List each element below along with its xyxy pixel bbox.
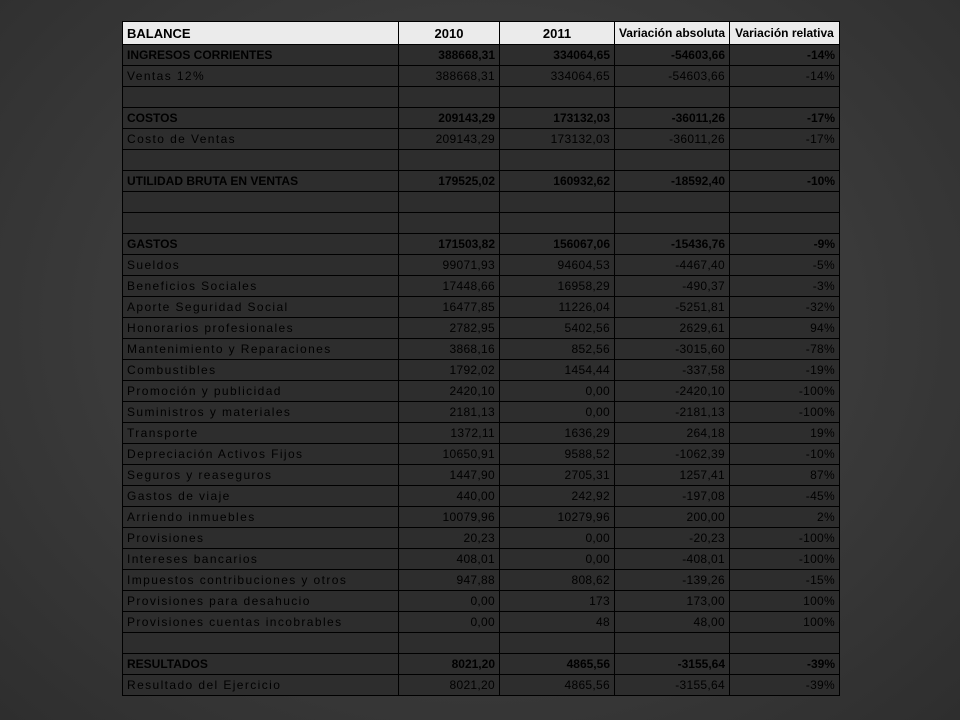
table-row <box>123 654 840 675</box>
variacion-absoluta: -36011,26 <box>615 129 730 150</box>
variacion-absoluta <box>615 213 730 234</box>
row-label: Depreciación Activos Fijos <box>123 444 399 465</box>
value-2011: 173132,03 <box>500 108 615 129</box>
variacion-relativa: -10% <box>730 171 840 192</box>
table-row <box>123 297 840 318</box>
value-2010: 1792,02 <box>399 360 500 381</box>
row-label: Provisiones cuentas incobrables <box>123 612 399 633</box>
value-2011: 0,00 <box>500 381 615 402</box>
row-label: Impuestos contribuciones y otros <box>123 570 399 591</box>
row-label: INGRESOS CORRIENTES <box>123 45 399 66</box>
value-2011 <box>500 213 615 234</box>
variacion-absoluta: -1062,39 <box>615 444 730 465</box>
variacion-absoluta <box>615 150 730 171</box>
value-2010: 209143,29 <box>399 129 500 150</box>
value-2011: 808,62 <box>500 570 615 591</box>
row-label <box>123 87 399 108</box>
value-2011: 173 <box>500 591 615 612</box>
value-2011: 334064,65 <box>500 66 615 87</box>
value-2010: 8021,20 <box>399 654 500 675</box>
value-2010 <box>399 150 500 171</box>
variacion-absoluta: 48,00 <box>615 612 730 633</box>
value-2010: 2420,10 <box>399 381 500 402</box>
table-row <box>123 591 840 612</box>
value-2010 <box>399 213 500 234</box>
row-label: Provisiones <box>123 528 399 549</box>
value-2010: 10650,91 <box>399 444 500 465</box>
variacion-absoluta: -36011,26 <box>615 108 730 129</box>
variacion-relativa <box>730 633 840 654</box>
value-2010: 388668,31 <box>399 66 500 87</box>
value-2011: 11226,04 <box>500 297 615 318</box>
value-2011: 334064,65 <box>500 45 615 66</box>
row-label: UTILIDAD BRUTA EN VENTAS <box>123 171 399 192</box>
table-row <box>123 465 840 486</box>
value-2011 <box>500 633 615 654</box>
value-2010: 2782,95 <box>399 318 500 339</box>
value-2010: 179525,02 <box>399 171 500 192</box>
table-row <box>123 45 840 66</box>
variacion-absoluta: 264,18 <box>615 423 730 444</box>
row-label: Resultado del Ejercicio <box>123 675 399 696</box>
table-row <box>123 87 840 108</box>
value-2011: 1636,29 <box>500 423 615 444</box>
value-2010: 0,00 <box>399 591 500 612</box>
row-label: Aporte Seguridad Social <box>123 297 399 318</box>
value-2011: 242,92 <box>500 486 615 507</box>
value-2011: 0,00 <box>500 528 615 549</box>
row-label <box>123 213 399 234</box>
value-2010: 3868,16 <box>399 339 500 360</box>
variacion-relativa: -39% <box>730 654 840 675</box>
variacion-absoluta: 1257,41 <box>615 465 730 486</box>
value-2010: 171503,82 <box>399 234 500 255</box>
value-2010: 440,00 <box>399 486 500 507</box>
variacion-absoluta: 173,00 <box>615 591 730 612</box>
variacion-absoluta: -337,58 <box>615 360 730 381</box>
table-body <box>123 45 840 696</box>
variacion-relativa: -3% <box>730 276 840 297</box>
variacion-absoluta <box>615 87 730 108</box>
value-2011: 156067,06 <box>500 234 615 255</box>
table-row <box>123 171 840 192</box>
value-2010 <box>399 87 500 108</box>
table-row <box>123 549 840 570</box>
value-2010: 17448,66 <box>399 276 500 297</box>
table-row <box>123 276 840 297</box>
variacion-relativa <box>730 150 840 171</box>
value-2010: 209143,29 <box>399 108 500 129</box>
variacion-relativa: -14% <box>730 66 840 87</box>
variacion-absoluta: -4467,40 <box>615 255 730 276</box>
value-2011: 94604,53 <box>500 255 615 276</box>
value-2011: 173132,03 <box>500 129 615 150</box>
variacion-relativa: -100% <box>730 528 840 549</box>
variacion-absoluta: -139,26 <box>615 570 730 591</box>
row-label <box>123 192 399 213</box>
table-row <box>123 339 840 360</box>
value-2011: 10279,96 <box>500 507 615 528</box>
value-2010: 10079,96 <box>399 507 500 528</box>
table-row <box>123 570 840 591</box>
variacion-absoluta: -15436,76 <box>615 234 730 255</box>
header-variacion-relativa: Variación relativa <box>730 22 840 45</box>
value-2010: 16477,85 <box>399 297 500 318</box>
value-2010 <box>399 192 500 213</box>
value-2010: 0,00 <box>399 612 500 633</box>
table-row <box>123 423 840 444</box>
value-2011: 0,00 <box>500 549 615 570</box>
variacion-relativa <box>730 87 840 108</box>
value-2010: 20,23 <box>399 528 500 549</box>
row-label: Arriendo inmuebles <box>123 507 399 528</box>
variacion-absoluta: -54603,66 <box>615 66 730 87</box>
variacion-absoluta: -197,08 <box>615 486 730 507</box>
table-row <box>123 444 840 465</box>
variacion-relativa: -32% <box>730 297 840 318</box>
value-2010: 8021,20 <box>399 675 500 696</box>
row-label: Gastos de viaje <box>123 486 399 507</box>
table-row <box>123 633 840 654</box>
variacion-absoluta: -3015,60 <box>615 339 730 360</box>
variacion-relativa <box>730 213 840 234</box>
variacion-absoluta: -2420,10 <box>615 381 730 402</box>
variacion-relativa: -19% <box>730 360 840 381</box>
table-header-row <box>123 22 840 45</box>
row-label <box>123 150 399 171</box>
row-label: RESULTADOS <box>123 654 399 675</box>
variacion-relativa: 2% <box>730 507 840 528</box>
variacion-relativa: -100% <box>730 402 840 423</box>
variacion-absoluta: -2181,13 <box>615 402 730 423</box>
variacion-absoluta: -408,01 <box>615 549 730 570</box>
value-2010: 99071,93 <box>399 255 500 276</box>
row-label: Suministros y materiales <box>123 402 399 423</box>
variacion-absoluta: -490,37 <box>615 276 730 297</box>
value-2011: 4865,56 <box>500 654 615 675</box>
value-2011 <box>500 87 615 108</box>
value-2011: 1454,44 <box>500 360 615 381</box>
header-variacion-absoluta: Variación absoluta <box>615 22 730 45</box>
header-2011: 2011 <box>500 22 615 45</box>
variacion-absoluta: 200,00 <box>615 507 730 528</box>
table-row <box>123 612 840 633</box>
value-2011: 48 <box>500 612 615 633</box>
value-2011: 2705,31 <box>500 465 615 486</box>
variacion-absoluta: -20,23 <box>615 528 730 549</box>
variacion-absoluta: -5251,81 <box>615 297 730 318</box>
variacion-absoluta <box>615 192 730 213</box>
balance-table <box>122 21 840 696</box>
table-row <box>123 66 840 87</box>
row-label: Sueldos <box>123 255 399 276</box>
variacion-relativa <box>730 192 840 213</box>
variacion-relativa: 100% <box>730 612 840 633</box>
table-row <box>123 381 840 402</box>
row-label: Ventas 12% <box>123 66 399 87</box>
row-label <box>123 633 399 654</box>
row-label: Costo de Ventas <box>123 129 399 150</box>
table-row <box>123 213 840 234</box>
header-2010: 2010 <box>399 22 500 45</box>
variacion-relativa: -15% <box>730 570 840 591</box>
balance-table-container <box>122 21 839 696</box>
table-row <box>123 234 840 255</box>
variacion-absoluta: -3155,64 <box>615 675 730 696</box>
variacion-relativa: 87% <box>730 465 840 486</box>
header-balance: BALANCE <box>123 22 399 45</box>
variacion-relativa: -39% <box>730 675 840 696</box>
variacion-relativa: -100% <box>730 549 840 570</box>
row-label: Mantenimiento y Reparaciones <box>123 339 399 360</box>
row-label: COSTOS <box>123 108 399 129</box>
value-2011: 4865,56 <box>500 675 615 696</box>
value-2011 <box>500 150 615 171</box>
value-2010: 947,88 <box>399 570 500 591</box>
variacion-relativa: -100% <box>730 381 840 402</box>
table-row <box>123 150 840 171</box>
row-label: Honorarios profesionales <box>123 318 399 339</box>
variacion-relativa: 94% <box>730 318 840 339</box>
value-2011: 852,56 <box>500 339 615 360</box>
variacion-relativa: -5% <box>730 255 840 276</box>
value-2010: 2181,13 <box>399 402 500 423</box>
variacion-relativa: -10% <box>730 444 840 465</box>
row-label: Seguros y reaseguros <box>123 465 399 486</box>
row-label: Combustibles <box>123 360 399 381</box>
value-2010 <box>399 633 500 654</box>
table-row <box>123 402 840 423</box>
row-label: Beneficios Sociales <box>123 276 399 297</box>
table-row <box>123 318 840 339</box>
variacion-relativa: 100% <box>730 591 840 612</box>
variacion-relativa: -14% <box>730 45 840 66</box>
row-label: Promoción y publicidad <box>123 381 399 402</box>
row-label: Intereses bancarios <box>123 549 399 570</box>
table-row <box>123 255 840 276</box>
variacion-absoluta: 2629,61 <box>615 318 730 339</box>
variacion-absoluta: -18592,40 <box>615 171 730 192</box>
table-row <box>123 486 840 507</box>
value-2010: 1447,90 <box>399 465 500 486</box>
row-label: Transporte <box>123 423 399 444</box>
variacion-absoluta <box>615 633 730 654</box>
variacion-absoluta: -54603,66 <box>615 45 730 66</box>
variacion-relativa: -17% <box>730 108 840 129</box>
table-row <box>123 129 840 150</box>
value-2010: 1372,11 <box>399 423 500 444</box>
row-label: Provisiones para desahucio <box>123 591 399 612</box>
table-row <box>123 360 840 381</box>
variacion-relativa: -78% <box>730 339 840 360</box>
value-2010: 408,01 <box>399 549 500 570</box>
variacion-relativa: -17% <box>730 129 840 150</box>
value-2011: 9588,52 <box>500 444 615 465</box>
variacion-relativa: -9% <box>730 234 840 255</box>
value-2011: 5402,56 <box>500 318 615 339</box>
table-row <box>123 108 840 129</box>
value-2010: 388668,31 <box>399 45 500 66</box>
table-row <box>123 675 840 696</box>
value-2011: 160932,62 <box>500 171 615 192</box>
variacion-relativa: 19% <box>730 423 840 444</box>
row-label: GASTOS <box>123 234 399 255</box>
value-2011 <box>500 192 615 213</box>
variacion-absoluta: -3155,64 <box>615 654 730 675</box>
variacion-relativa: -45% <box>730 486 840 507</box>
value-2011: 16958,29 <box>500 276 615 297</box>
value-2011: 0,00 <box>500 402 615 423</box>
table-row <box>123 192 840 213</box>
table-row <box>123 507 840 528</box>
table-row <box>123 528 840 549</box>
